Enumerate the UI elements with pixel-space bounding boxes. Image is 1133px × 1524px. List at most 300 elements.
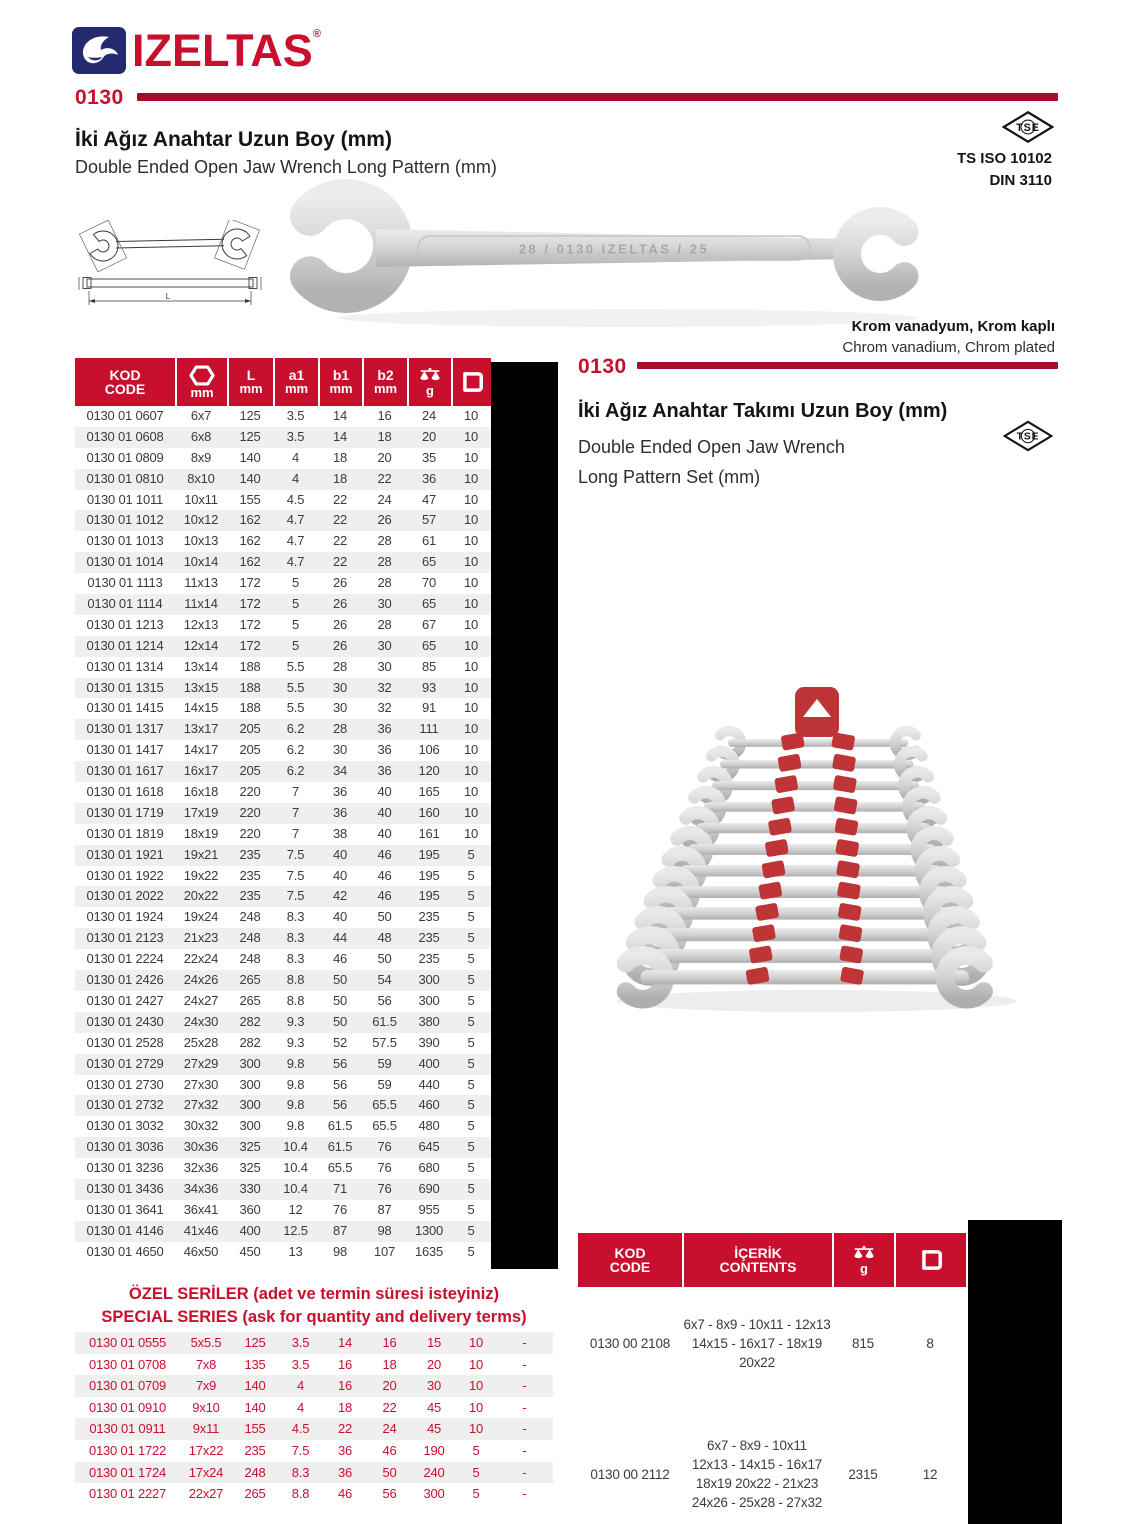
cell-b2: 107 (373, 1243, 396, 1259)
cell-pack: 5 (467, 888, 475, 904)
cell-b1: 44 (332, 930, 348, 946)
set-col-code: KOD CODE (609, 1245, 651, 1275)
wrench-photo (268, 172, 933, 332)
cell-b2: 30 (377, 596, 392, 612)
cell-set-contents: 6x7 - 8x9 - 10x11 12x13 - 14x15 - 16x17 18x19 20x22 - 21x23 24x26 - 25x28 - 27x32 (691, 1438, 823, 1510)
cell-set-code: 0130 00 2108 (589, 1335, 671, 1351)
cell-b2: 26 (377, 512, 392, 528)
cell-code: 0130 01 1317 (86, 721, 164, 737)
cell-length: 282 (239, 1034, 261, 1050)
cell-b1: 36 (337, 1464, 353, 1480)
cell-pack: 5 (467, 1013, 475, 1029)
cell-jaw: 5x5.5 (190, 1335, 222, 1350)
cell-pack: 10 (463, 679, 479, 695)
cell-pack: 5 (467, 1034, 475, 1050)
cell-pack: 5 (467, 867, 475, 883)
cell-weight: 70 (421, 575, 437, 591)
cell-b1: 71 (332, 1180, 348, 1196)
cell-b2: 46 (382, 1442, 397, 1458)
cell-a1: 5 (291, 575, 300, 591)
cell-b2: 28 (377, 533, 392, 549)
cell-a1: 6.2 (286, 763, 305, 779)
cell-a1: 8.8 (286, 972, 305, 988)
cell-b1: 22 (332, 491, 348, 507)
cell-a1: 7 (291, 825, 300, 841)
cell-b2: 46 (377, 867, 392, 883)
cell-code: 0130 01 3641 (86, 1201, 164, 1217)
cell-a1: 5 (291, 637, 300, 653)
cell-jaw: 32x36 (183, 1160, 219, 1176)
spec-table-row (75, 928, 491, 949)
cell-code: 0130 01 1114 (87, 596, 163, 612)
cell-pack: 5 (467, 972, 475, 988)
special-series-row (75, 1375, 553, 1397)
cell-a1: 9.8 (286, 1118, 305, 1134)
cell-a1: 5 (291, 616, 300, 632)
cell-set-contents: 6x7 - 8x9 - 10x11 - 12x13 14x15 - 16x17 - 18x19 20x22 (683, 1316, 831, 1370)
set-col-pack (894, 1233, 966, 1287)
cell-pack: 5 (467, 1097, 475, 1113)
cell-b1: 16 (337, 1378, 353, 1394)
cell-code: 0130 01 2022 (86, 888, 164, 904)
cell-jaw: 24x27 (183, 992, 219, 1008)
set-table (578, 1233, 966, 1524)
cell-a1: 6.2 (286, 721, 305, 737)
cell-b2: 46 (377, 888, 392, 904)
cell-length: 205 (239, 742, 261, 758)
cell-code: 0130 01 1617 (86, 763, 164, 779)
spec-table-row (75, 886, 491, 907)
cell-a1: 6.2 (286, 742, 305, 758)
cell-b1: 46 (332, 951, 348, 967)
cell-weight: 91 (421, 700, 437, 716)
cell-pack: 5 (467, 1243, 475, 1259)
cell-jaw: 30x32 (183, 1118, 219, 1134)
cell-weight: 65 (421, 596, 437, 612)
cell-dash: - (522, 1464, 527, 1480)
set-section-rule (637, 362, 1058, 369)
cell-code: 0130 01 1417 (86, 742, 164, 758)
cell-pack: 10 (463, 533, 479, 549)
cell-length: 172 (239, 637, 261, 653)
cell-length: 300 (239, 1076, 261, 1092)
spec-table-row (75, 1012, 491, 1033)
cell-length: 155 (244, 1421, 266, 1437)
hex-nut-icon (189, 365, 215, 386)
cell-jaw: 11x13 (184, 575, 218, 591)
cell-code: 0130 01 3032 (86, 1118, 164, 1134)
cell-pack: 10 (463, 637, 479, 653)
cell-a1: 5.5 (286, 658, 305, 674)
cell-code: 0130 01 1012 (86, 512, 164, 528)
special-series-row (75, 1332, 553, 1354)
cell-weight: 85 (421, 658, 437, 674)
cell-pack: 10 (463, 721, 479, 737)
cell-pack: 5 (472, 1486, 480, 1502)
cell-b2: 57.5 (372, 1034, 397, 1050)
cell-a1: 10.4 (283, 1160, 308, 1176)
cell-a1: 8.8 (291, 1486, 310, 1502)
cell-b2: 16 (382, 1335, 397, 1350)
cell-a1: 4.5 (291, 1421, 310, 1437)
cell-pack: 10 (463, 742, 479, 758)
cell-b2: 76 (377, 1160, 392, 1176)
cell-weight: 1300 (414, 1222, 444, 1238)
spec-table-row (75, 469, 491, 490)
cell-b2: 30 (377, 658, 392, 674)
cell-length: 248 (239, 930, 261, 946)
cell-pack: 10 (463, 449, 479, 465)
cell-b1: 50 (332, 972, 348, 988)
cell-pack: 10 (463, 428, 479, 444)
spec-table-row (75, 490, 491, 511)
cell-weight: 480 (418, 1118, 440, 1134)
cell-code: 0130 01 2732 (86, 1097, 164, 1113)
special-series-row (75, 1397, 553, 1419)
cell-b2: 32 (377, 679, 392, 695)
cell-a1: 7 (291, 804, 300, 820)
cell-b2: 24 (382, 1421, 397, 1437)
cell-length: 162 (239, 512, 261, 528)
standard-din: DIN 3110 (989, 172, 1052, 189)
cell-b2: 20 (377, 449, 392, 465)
spec-table-row (75, 782, 491, 803)
set-table-header (578, 1233, 966, 1287)
spec-table-row (75, 719, 491, 740)
cell-code: 0130 01 1924 (86, 909, 164, 925)
cell-length: 188 (239, 700, 261, 716)
cell-b1: 56 (332, 1097, 348, 1113)
cell-weight: 65 (421, 637, 437, 653)
set-col-weight: g (832, 1233, 894, 1287)
cell-pack: 10 (463, 512, 479, 528)
cell-dash: - (522, 1486, 527, 1502)
cell-jaw: 19x22 (183, 867, 219, 883)
cell-b1: 22 (332, 512, 348, 528)
cell-b2: 20 (382, 1378, 397, 1394)
cell-jaw: 21x23 (183, 930, 219, 946)
cell-jaw: 10x13 (183, 533, 219, 549)
cell-b1: 22 (332, 554, 348, 570)
cell-pack: 5 (467, 1118, 475, 1134)
spec-table-row (75, 594, 491, 615)
cell-a1: 4 (291, 449, 300, 465)
cell-b1: 40 (332, 846, 348, 862)
cell-weight: 57 (421, 512, 437, 528)
cell-a1: 4.7 (286, 533, 305, 549)
set-title-en-line2: Long Pattern Set (mm) (578, 467, 761, 487)
spec-table-row (75, 510, 491, 531)
cell-code: 0130 01 2227 (88, 1486, 167, 1502)
black-strip-bottom-right (968, 1220, 1062, 1524)
cell-jaw: 46x50 (183, 1243, 219, 1259)
cell-weight: 300 (418, 972, 440, 988)
cell-code: 0130 01 1314 (86, 658, 164, 674)
cell-length: 162 (239, 533, 261, 549)
cell-pack: 10 (463, 763, 479, 779)
cell-weight: 45 (426, 1399, 442, 1415)
cell-a1: 5 (291, 596, 300, 612)
cell-b1: 56 (332, 1055, 348, 1071)
col-header-a1: a1 mm (273, 358, 318, 406)
scale-icon (851, 1245, 877, 1262)
cell-a1: 8.3 (286, 930, 305, 946)
cell-weight: 24 (421, 408, 437, 423)
cell-code: 0130 01 3436 (86, 1180, 164, 1196)
cell-code: 0130 01 1315 (86, 679, 164, 695)
cell-pack: 10 (463, 554, 479, 570)
wrench-spec-table (75, 358, 491, 1263)
cell-jaw: 14x17 (183, 742, 219, 758)
special-series-row (75, 1418, 553, 1440)
cell-code: 0130 01 0608 (86, 428, 164, 444)
cell-b2: 56 (377, 992, 392, 1008)
cell-b1: 26 (332, 616, 348, 632)
set-col-contents: İÇERİK CONTENTS (682, 1233, 832, 1287)
cell-b1: 46 (337, 1486, 353, 1502)
cell-weight: 165 (418, 784, 440, 800)
cell-jaw: 17x22 (188, 1442, 224, 1458)
cell-a1: 5.5 (286, 679, 305, 695)
section-code: 0130 (75, 86, 124, 109)
special-series-row (75, 1440, 553, 1462)
spec-table-row (75, 1179, 491, 1200)
cell-weight: 440 (418, 1076, 440, 1092)
cell-b1: 98 (332, 1243, 348, 1259)
cell-weight: 195 (418, 867, 440, 883)
cell-b1: 18 (337, 1399, 353, 1415)
spec-table-row (75, 907, 491, 928)
cell-b1: 34 (332, 763, 348, 779)
cell-length: 188 (239, 679, 261, 695)
red-hanger (795, 687, 839, 737)
cell-weight: 235 (418, 909, 440, 925)
cell-code: 0130 01 4146 (86, 1222, 164, 1238)
special-series-row (75, 1462, 553, 1484)
cell-b1: 42 (332, 888, 348, 904)
special-series-title-tr: ÖZEL SERİLER (adet ve termin süresi isteyiniz) (128, 1285, 500, 1303)
col-header-weight: g (407, 358, 451, 406)
cell-jaw: 18x19 (183, 825, 219, 841)
spec-table-row (75, 698, 491, 719)
cell-code: 0130 01 1722 (88, 1442, 167, 1458)
cell-length: 140 (244, 1399, 266, 1415)
cell-code: 0130 01 0809 (86, 449, 164, 465)
spec-table-row (75, 1158, 491, 1179)
cell-jaw: 7x9 (195, 1378, 217, 1394)
cell-weight: 35 (421, 449, 437, 465)
cell-jaw: 24x26 (183, 972, 219, 988)
special-series-section (75, 1283, 553, 1505)
cell-a1: 4.5 (286, 491, 305, 507)
cell-length: 300 (239, 1055, 261, 1071)
spec-table-row (75, 636, 491, 657)
spec-table-row (75, 991, 491, 1012)
cell-b2: 22 (382, 1399, 397, 1415)
cell-length: 450 (239, 1243, 261, 1259)
col-header-code: KOD CODE (104, 367, 146, 397)
cell-pack: 5 (472, 1442, 480, 1458)
brand-logo-icon (72, 27, 126, 74)
cell-length: 400 (239, 1222, 261, 1238)
cell-weight: 195 (418, 888, 440, 904)
cell-length: 162 (239, 554, 261, 570)
cell-code: 0130 01 2427 (86, 992, 164, 1008)
cell-code: 0130 01 0911 (89, 1421, 166, 1437)
cell-weight: 690 (418, 1180, 440, 1196)
set-tse-logo (1003, 420, 1053, 452)
cell-length: 220 (239, 784, 261, 800)
cell-length: 135 (244, 1356, 266, 1372)
page-title-en: Double Ended Open Jaw Wrench Long Pattern (mm) (75, 157, 497, 177)
set-table-row (578, 1399, 966, 1524)
cell-b2: 61.5 (372, 1013, 397, 1029)
cell-a1: 8.8 (286, 992, 305, 1008)
cell-b1: 87 (332, 1222, 348, 1238)
cell-length: 300 (239, 1097, 261, 1113)
tse-label: TSE (1016, 431, 1040, 443)
cell-length: 220 (239, 825, 261, 841)
cell-weight: 47 (421, 491, 437, 507)
cell-code: 0130 01 1921 (86, 846, 164, 862)
cell-code: 0130 01 1819 (86, 825, 164, 841)
cell-weight: 30 (426, 1378, 442, 1394)
cell-pack: 10 (468, 1335, 484, 1350)
registered-mark: ® (312, 28, 321, 40)
spec-table-row (75, 1221, 491, 1242)
cell-b1: 76 (332, 1201, 348, 1217)
cell-weight: 67 (421, 616, 437, 632)
cell-b1: 36 (332, 804, 348, 820)
cell-jaw: 19x24 (183, 909, 219, 925)
cell-pack: 10 (463, 784, 479, 800)
cell-b2: 18 (382, 1356, 397, 1372)
cell-a1: 9.8 (286, 1055, 305, 1071)
cell-jaw: 30x36 (183, 1139, 219, 1155)
cell-pack: 5 (467, 1201, 475, 1217)
cell-weight: 20 (421, 428, 437, 444)
cell-b2: 28 (377, 575, 392, 591)
cell-b2: 40 (377, 825, 392, 841)
cell-length: 125 (239, 428, 261, 444)
cell-length: 248 (244, 1464, 266, 1480)
cell-b1: 30 (332, 742, 348, 758)
cell-code: 0130 01 3236 (86, 1160, 164, 1176)
cell-set-weight: 815 (852, 1335, 874, 1351)
cell-length: 235 (239, 846, 261, 862)
cell-code: 0130 01 0910 (88, 1399, 167, 1415)
cell-weight: 93 (421, 679, 437, 695)
cell-b1: 40 (332, 867, 348, 883)
cell-pack: 5 (467, 1160, 475, 1176)
spec-table-row (75, 949, 491, 970)
cell-length: 248 (239, 909, 261, 925)
cell-pack: 5 (467, 1139, 475, 1155)
spec-table-row (75, 970, 491, 991)
cell-jaw: 36x41 (183, 1201, 219, 1217)
cell-a1: 10.4 (283, 1180, 308, 1196)
cell-length: 205 (239, 721, 261, 737)
cell-code: 0130 01 0607 (86, 408, 164, 423)
cell-length: 235 (244, 1442, 266, 1458)
cell-length: 125 (244, 1335, 266, 1350)
cell-jaw: 24x30 (183, 1013, 219, 1029)
scale-icon (417, 367, 443, 384)
cell-b2: 46 (377, 846, 392, 862)
cell-code: 0130 01 2430 (86, 1013, 164, 1029)
cell-b2: 56 (382, 1486, 397, 1502)
cell-weight: 1635 (414, 1243, 444, 1259)
cell-set-pack: 8 (926, 1335, 934, 1351)
cell-b2: 30 (377, 637, 392, 653)
cell-pack: 5 (467, 1222, 475, 1238)
cell-weight: 161 (418, 825, 440, 841)
cell-a1: 8.3 (286, 909, 305, 925)
cell-code: 0130 01 1415 (86, 700, 164, 716)
set-section-code: 0130 (578, 355, 627, 378)
cell-b2: 98 (377, 1222, 392, 1238)
cell-b1: 18 (332, 470, 348, 486)
cell-length: 265 (239, 992, 261, 1008)
cell-code: 0130 01 1113 (87, 575, 163, 591)
cell-jaw: 17x24 (188, 1464, 224, 1480)
cell-length: 155 (239, 491, 261, 507)
wrench-marking: 28 / 0130 IZELTAS / 25 (518, 241, 710, 257)
spec-table-row (75, 803, 491, 824)
cell-b1: 14 (332, 428, 348, 444)
cell-b1: 28 (332, 658, 348, 674)
cell-jaw: 22x24 (183, 951, 219, 967)
spec-table-row (75, 1095, 491, 1116)
cell-a1: 9.8 (286, 1076, 305, 1092)
cell-b1: 50 (332, 1013, 348, 1029)
cell-code: 0130 01 1013 (86, 533, 164, 549)
cell-jaw: 13x15 (183, 679, 219, 695)
spec-table-row (75, 615, 491, 636)
cell-weight: 20 (426, 1356, 442, 1372)
cell-b2: 32 (377, 700, 392, 716)
cell-b2: 18 (377, 428, 392, 444)
cell-weight: 460 (418, 1097, 440, 1113)
spec-table-row (75, 552, 491, 573)
cell-weight: 300 (418, 992, 440, 1008)
set-table-body (578, 1287, 966, 1524)
cell-weight: 190 (423, 1442, 445, 1458)
cell-length: 235 (239, 867, 261, 883)
cell-length: 330 (239, 1180, 261, 1196)
cell-pack: 10 (463, 470, 479, 486)
cell-length: 172 (239, 575, 261, 591)
brand-logo (72, 27, 321, 74)
wrench-set-photo (595, 645, 1045, 1020)
cell-code: 0130 01 1719 (86, 804, 164, 820)
cell-jaw: 41x46 (183, 1222, 219, 1238)
cell-b1: 56 (332, 1076, 348, 1092)
cell-code: 0130 01 2426 (86, 972, 164, 988)
cell-code: 0130 01 2528 (86, 1034, 164, 1050)
cell-b2: 65.5 (372, 1118, 397, 1134)
cell-b1: 26 (332, 596, 348, 612)
cell-length: 188 (239, 658, 261, 674)
cell-weight: 300 (423, 1486, 445, 1502)
cell-a1: 4 (296, 1399, 305, 1415)
cell-code: 0130 01 0709 (88, 1378, 167, 1394)
cell-b2: 50 (382, 1464, 397, 1480)
tse-logo (1002, 110, 1054, 144)
col-header-b1: b1 mm (318, 358, 362, 406)
cell-a1: 5.5 (286, 700, 305, 716)
cell-code: 0130 01 1618 (86, 784, 164, 800)
